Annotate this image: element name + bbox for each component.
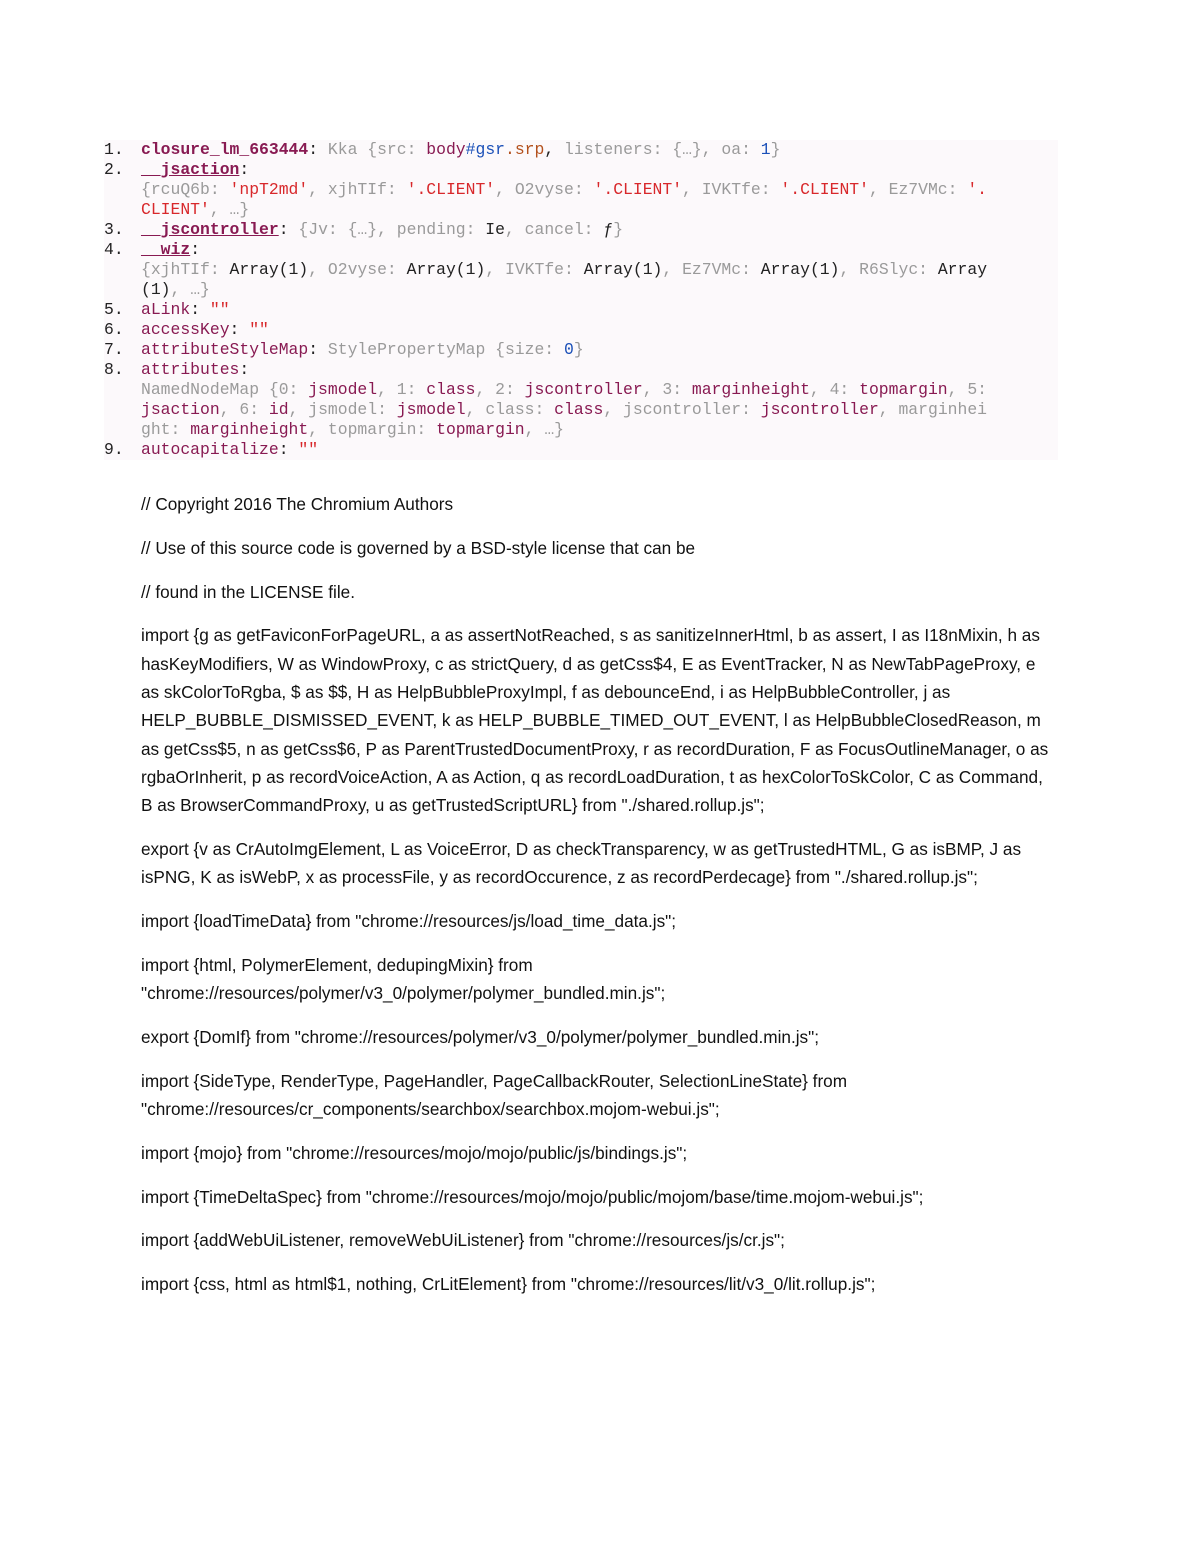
code-token: id <box>268 400 289 419</box>
code-token: Array(1) <box>406 260 486 279</box>
paragraph: import {mojo} from "chrome://resources/mojo/mojo/public/js/bindings.js"; <box>141 1142 688 1163</box>
code-token: jsmodel <box>308 380 378 399</box>
code-token: , marginhei <box>878 400 987 419</box>
code-token: class <box>426 380 476 399</box>
code-token: jscontroller <box>760 400 879 419</box>
code-token: __jscontroller <box>141 220 279 239</box>
code-line <box>104 440 1058 460</box>
code-line <box>104 140 1058 160</box>
code-token: Kka {src: <box>327 140 427 159</box>
code-token: , xjhTIf: <box>308 180 407 199</box>
code-token: Ie <box>485 220 505 239</box>
code-token: , <box>544 140 565 159</box>
paragraph: import {css, html as html$1, nothing, CrLitElement} from "chrome://resources/lit/v3_0/lit.rollup.js"; <box>141 1274 876 1295</box>
code-token: "" <box>209 300 230 319</box>
code-line <box>104 300 1058 320</box>
paragraph: // Use of this source code is governed by a BSD-style license that can be <box>141 537 696 558</box>
line-number: 1. <box>104 140 124 159</box>
code-token: , Ez7VMc: <box>868 180 968 199</box>
code-token: , cancel: <box>504 220 604 239</box>
code-token: body <box>426 140 466 159</box>
code-line <box>104 280 1058 300</box>
code-token: : <box>190 240 201 259</box>
line-number: 4. <box>104 240 124 259</box>
devtools-code-block <box>104 140 1058 460</box>
code-token: : <box>278 220 299 239</box>
code-token: attributeStyleMap <box>141 340 309 359</box>
code-token: jsaction <box>141 400 220 419</box>
code-line <box>104 240 1058 260</box>
code-token: {xjhTIf: <box>141 260 230 279</box>
code-token: : <box>229 320 250 339</box>
code-token: #gsr <box>465 140 505 159</box>
code-line <box>104 400 1058 420</box>
paragraph: import {SideType, RenderType, PageHandler, PageCallbackRouter, SelectionLineState} from "chrome://resources/cr_components/searchbox/searchbox.mojom-webui.js"; <box>141 1070 848 1120</box>
code-token: , Ez7VMc: <box>662 260 761 279</box>
code-line <box>104 160 1058 180</box>
code-token: , jscontroller: <box>603 400 761 419</box>
code-token: __jsaction <box>141 160 240 179</box>
paragraph: export {v as CrAutoImgElement, L as VoiceError, D as checkTransparency, w as getTrustedHTML, G as isBMP, J as isPNG, K as isWebP, x as processFile, y as recordOccurence, z as recordPerdecage} from "./shared.rollup.js"; <box>141 838 1022 888</box>
line-number: 3. <box>104 220 124 239</box>
code-token: closure_lm_663444 <box>141 140 309 159</box>
code-token: {Jv: {…}, pending: <box>298 220 486 239</box>
code-token: NamedNodeMap {0: <box>141 380 309 399</box>
code-token: 0 <box>563 340 574 359</box>
code-token: class <box>554 400 604 419</box>
code-token: , IVKTfe: <box>682 180 781 199</box>
source-text <box>141 490 1056 1314</box>
code-token: , 6: <box>219 400 269 419</box>
line-number: 6. <box>104 320 124 339</box>
code-token: Array(1) <box>583 260 663 279</box>
code-token: , 2: <box>475 380 525 399</box>
line-number <box>104 180 141 200</box>
code-token: , 4: <box>809 380 860 399</box>
code-token: StylePropertyMap {size: <box>327 340 564 359</box>
code-line <box>104 340 1058 360</box>
code-token: , O2vyse: <box>495 180 594 199</box>
code-line <box>104 200 1058 220</box>
code-token: '.CLIENT' <box>406 180 496 199</box>
code-token: , class: <box>465 400 555 419</box>
code-token: , IVKTfe: <box>485 260 584 279</box>
line-number: 8. <box>104 360 124 379</box>
code-token: , topmargin: <box>308 420 437 439</box>
code-token: CLIENT' <box>141 200 210 219</box>
code-token: : <box>190 300 210 319</box>
code-token: listeners: {…}, oa: <box>564 140 761 159</box>
code-token: : <box>308 140 328 159</box>
paragraph: import {html, PolymerElement, dedupingMixin} from "chrome://resources/polymer/v3_0/polymer/polymer_bundled.min.js"; <box>141 954 666 1004</box>
code-token: "" <box>298 440 319 459</box>
code-token: , R6Slyc: <box>839 260 938 279</box>
code-token: "" <box>249 320 269 339</box>
code-token: '. <box>967 180 988 199</box>
code-token: , 5: <box>947 380 987 399</box>
code-token: , …} <box>209 200 250 219</box>
code-line <box>104 320 1058 340</box>
code-token: topmargin <box>859 380 948 399</box>
code-token: Array(1) <box>760 260 840 279</box>
code-token: jscontroller <box>524 380 643 399</box>
code-line <box>104 260 1058 280</box>
code-token: Array <box>937 260 988 279</box>
paragraph: export {DomIf} from "chrome://resources/polymer/v3_0/polymer/polymer_bundled.min.js"; <box>141 1026 820 1047</box>
code-token: {rcuQ6b: <box>141 180 230 199</box>
code-token: } <box>770 140 781 159</box>
code-token: , jsmodel: <box>288 400 397 419</box>
line-number <box>104 280 141 300</box>
code-token: , O2vyse: <box>308 260 407 279</box>
code-token: autocapitalize <box>141 440 279 459</box>
code-token: 'npT2md' <box>229 180 309 199</box>
line-number <box>104 420 141 440</box>
code-token: , …} <box>524 420 564 439</box>
line-number <box>104 200 141 220</box>
paragraph: import {loadTimeData} from "chrome://resources/js/load_time_data.js"; <box>141 911 677 932</box>
code-token: '.CLIENT' <box>780 180 869 199</box>
code-token: accessKey <box>141 320 230 339</box>
paragraph: import {TimeDeltaSpec} from "chrome://resources/mojo/mojo/public/mojom/base/time.mojom-webui.js"; <box>141 1186 924 1207</box>
code-token: 1 <box>760 140 771 159</box>
code-token: , 3: <box>642 380 692 399</box>
code-line <box>104 180 1058 200</box>
paragraph: import {g as getFaviconForPageURL, a as assertNotReached, s as sanitizeInnerHtml, b as assert, I as I18nMixin, h as hasKeyModifiers, W as WindowProxy, c as strictQuery, d as getCss$4, E as EventTracker, N as NewTabPageProxy, e as skColorToRgba, $ as $$, H as HelpBubbleProxyImpl, f as debounceEnd, i as HelpBubbleController, j as HELP_BUBBLE_DISMISSED_EVENT, k as HELP_BUBBLE_TIMED_OUT_EVENT, l as HelpBubbleClosedReason, m as getCss$5, n as getCss$6, P as ParentTrustedDocumentProxy, r as recordDuration, F as FocusOutlineManager, o as rgbaOrInherit, p as recordVoiceAction, A as Action, q as recordLoadDuration, t as hexColorToSkColor, C as Command, B as BrowserCommandProxy, u as getTrustedScriptURL} from "./shared.rollup.js"; <box>141 625 1049 816</box>
code-token: topmargin <box>436 420 525 439</box>
paragraph: // found in the LICENSE file. <box>141 581 356 602</box>
code-token: ght: <box>141 420 191 439</box>
code-token: attributes <box>141 360 240 379</box>
line-number: 9. <box>104 440 124 459</box>
code-token: '.CLIENT' <box>593 180 683 199</box>
paragraph: // Copyright 2016 The Chromium Authors <box>141 494 454 514</box>
line-number <box>104 260 141 280</box>
code-token: __wiz <box>141 240 191 259</box>
line-number: 2. <box>104 160 124 179</box>
code-token: marginheight <box>691 380 810 399</box>
code-token: , 1: <box>377 380 427 399</box>
line-number: 5. <box>104 300 124 319</box>
code-token: : <box>278 440 299 459</box>
code-token: } <box>573 340 584 359</box>
code-token: .srp <box>505 140 545 159</box>
code-token: , …} <box>170 280 210 299</box>
line-number <box>104 380 141 400</box>
code-token: Array(1) <box>229 260 309 279</box>
line-number <box>104 400 141 420</box>
code-token: : <box>308 340 328 359</box>
code-token: : <box>239 360 250 379</box>
code-line <box>104 380 1058 400</box>
code-line <box>104 360 1058 380</box>
line-number: 7. <box>104 340 124 359</box>
code-line <box>104 220 1058 240</box>
code-token: ƒ <box>603 220 614 239</box>
code-token: aLink <box>141 300 191 319</box>
code-token: (1) <box>141 280 171 299</box>
code-token: : <box>239 160 250 179</box>
code-token: marginheight <box>190 420 309 439</box>
paragraph: import {addWebUiListener, removeWebUiListener} from "chrome://resources/js/cr.js"; <box>141 1230 785 1251</box>
code-line <box>104 420 1058 440</box>
code-token: } <box>613 220 624 239</box>
code-token: jsmodel <box>396 400 466 419</box>
